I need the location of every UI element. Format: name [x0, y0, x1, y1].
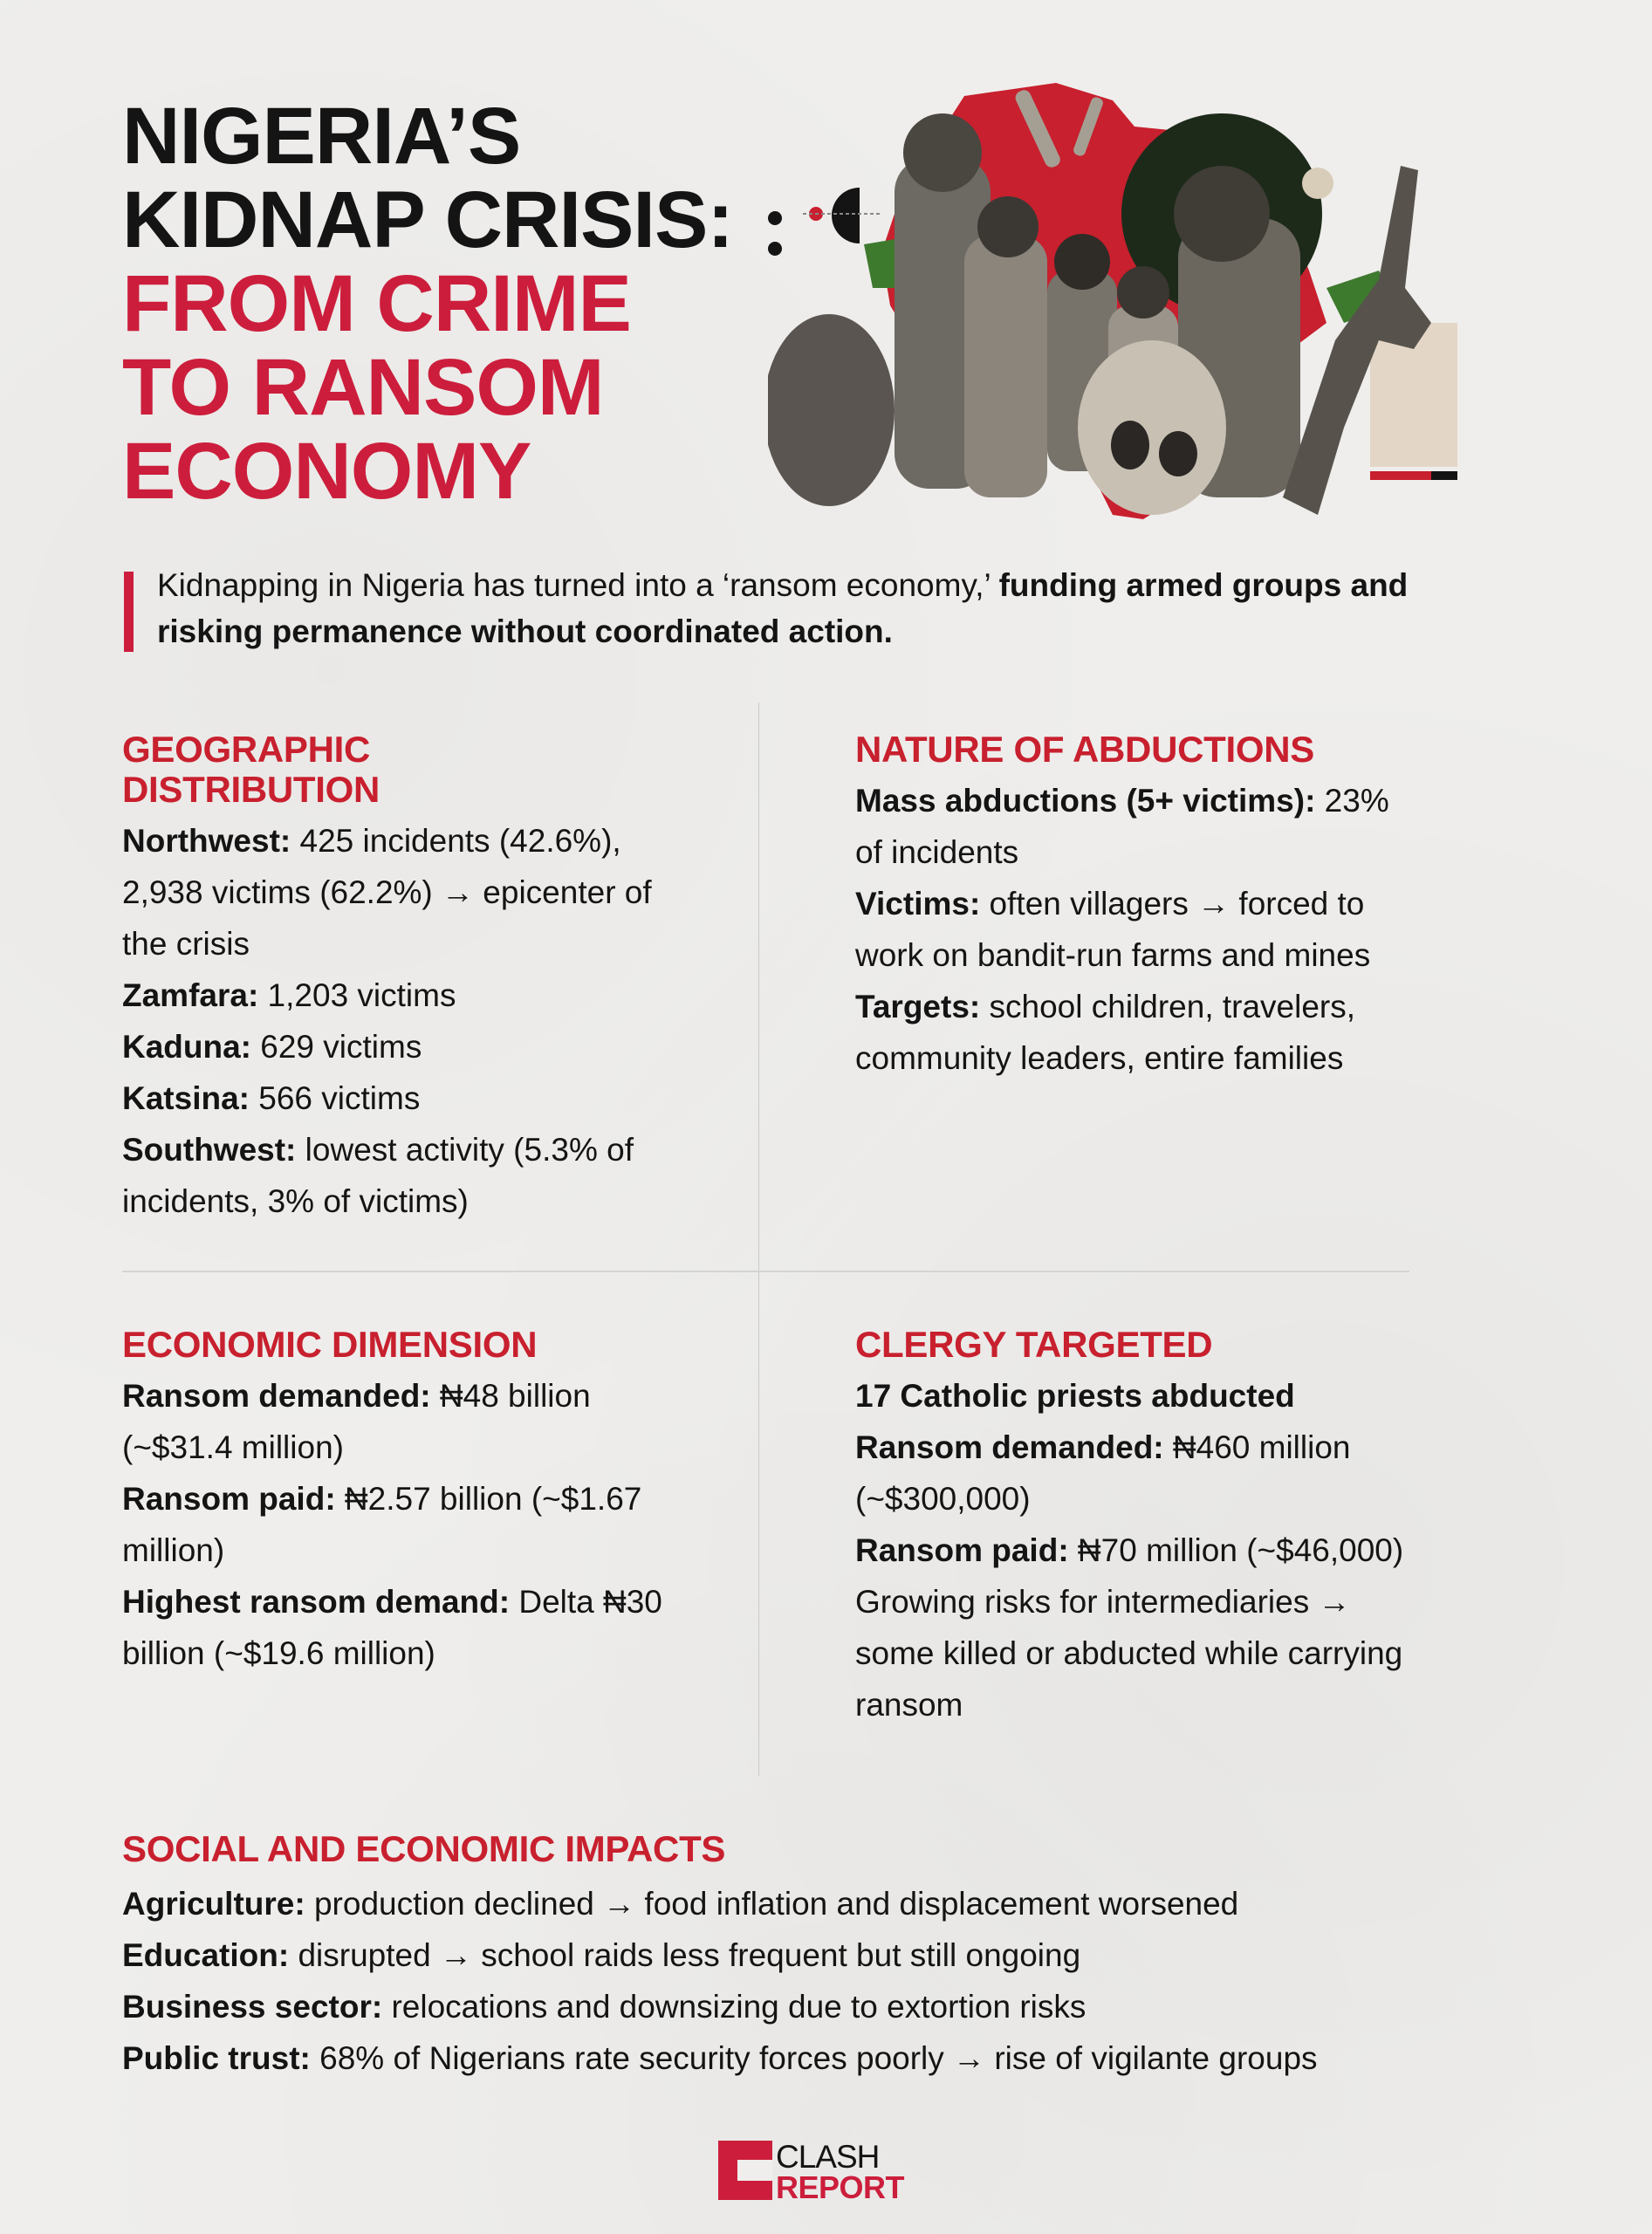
list-item: Southwest: lowest activity (5.3% of incidents, 3% of victims) — [122, 1132, 634, 1219]
hero-collage-image — [768, 61, 1466, 537]
list-item: Katsina: 566 victims — [122, 1080, 421, 1116]
section-economic-dimension — [122, 1325, 663, 1679]
logo-c-icon — [718, 2141, 772, 2200]
list-item: Ransom demanded: ₦48 billion (~$31.4 million) — [122, 1378, 591, 1465]
list-item: Highest ransom demand: Delta ₦30 billion (~$19.6 million) — [122, 1584, 662, 1671]
list-item: Kaduna: 629 victims — [122, 1029, 422, 1065]
list-item: Northwest: 425 incidents (42.6%), 2,938 victims (62.2%) → epicenter of the crisis — [122, 823, 652, 962]
list-item: 17 Catholic priests abducted — [855, 1378, 1295, 1414]
list-item: Targets: school children, travelers, community leaders, entire families — [855, 989, 1356, 1076]
list-item: Public trust: 68% of Nigerians rate security forces poorly → rise of vigilante groups — [122, 2040, 1318, 2076]
section-social-economic-impacts — [122, 1829, 1562, 2084]
page-title — [122, 92, 733, 516]
list-item: Zamfara: 1,203 victims — [122, 977, 456, 1013]
row-divider — [122, 1271, 1409, 1272]
logo-text-clash: CLASH — [776, 2139, 880, 2175]
list-item: Growing risks for intermediaries → some killed or abducted while carrying ransom — [855, 1584, 1403, 1723]
list-item: Business sector: relocations and downsizing due to extortion risks — [122, 1989, 1086, 2025]
lede-text: Kidnapping in Nigeria has turned into a ‘ransom economy,’ — [157, 567, 999, 603]
section-geographic-distribution — [122, 730, 663, 1227]
section-heading: NATURE OF ABDUCTIONS — [855, 729, 1314, 770]
lede-accent-bar — [124, 572, 134, 652]
title-line: KIDNAP CRISIS: — [122, 175, 733, 264]
section-clergy-targeted — [855, 1325, 1414, 1730]
section-nature-of-abductions — [855, 730, 1414, 1084]
title-line: ECONOMY — [122, 427, 531, 516]
section-heading: SOCIAL AND ECONOMIC IMPACTS — [122, 1828, 726, 1869]
logo-text-report: REPORT — [776, 2169, 905, 2205]
list-item: Ransom paid: ₦2.57 billion (~$1.67 million) — [122, 1481, 642, 1568]
clash-report-logo — [718, 2141, 904, 2203]
list-item: Victims: often villagers → forced to work on bandit-run farms and mines — [855, 886, 1371, 973]
list-item: Ransom paid: ₦70 million (~$46,000) — [855, 1532, 1404, 1568]
section-heading: CLERGY TARGETED — [855, 1324, 1213, 1365]
list-item: Agriculture: production declined → food inflation and displacement worsened — [122, 1886, 1239, 1922]
title-line: FROM CRIME — [122, 259, 631, 348]
section-heading: ECONOMIC DIMENSION — [122, 1324, 538, 1365]
list-item: Education: disrupted → school raids less frequent but still ongoing — [122, 1937, 1081, 1973]
list-item: Ransom demanded: ₦460 million (~$300,000) — [855, 1429, 1351, 1517]
title-line: NIGERIA’S — [122, 92, 521, 181]
title-line: TO RANSOM — [122, 343, 604, 432]
list-item: Mass abductions (5+ victims): 23% of incidents — [855, 783, 1389, 870]
column-divider — [758, 702, 759, 1776]
lede-bold-text: funding armed groups and risking permanence without coordinated action. — [157, 567, 1409, 649]
lede-paragraph — [157, 562, 1431, 654]
section-heading: GEOGRAPHIC DISTRIBUTION — [122, 729, 380, 810]
